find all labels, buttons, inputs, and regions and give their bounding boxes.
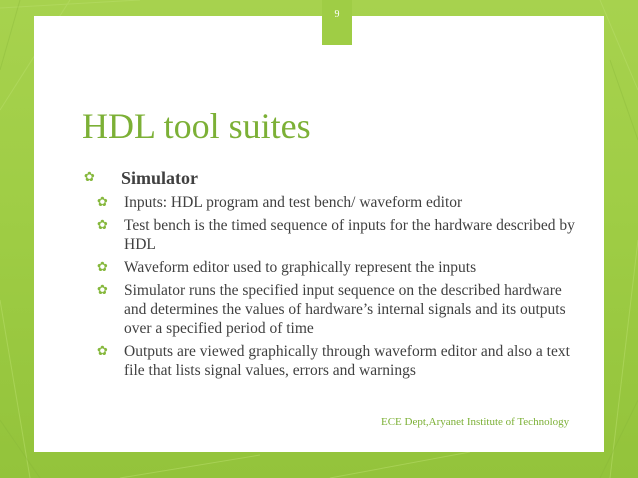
four-petal-bullet-icon: ✿ <box>97 260 108 275</box>
four-petal-bullet-icon: ✿ <box>97 195 108 210</box>
four-petal-bullet-icon: ✿ <box>97 283 108 298</box>
sub-bullet-item <box>97 193 584 212</box>
page-number: 9 <box>334 9 340 20</box>
page-number-tab <box>322 0 352 45</box>
bullet-list <box>84 167 584 384</box>
four-petal-bullet-icon: ✿ <box>97 344 108 359</box>
slide-title: HDL tool suites <box>82 106 311 146</box>
sub-bullet-item <box>97 342 584 380</box>
sub-bullet-text: Simulator runs the specified input sequence on the described hardware and determines the values of hardware’s internal signals and its outputs over a specified period of time <box>124 282 566 337</box>
four-petal-bullet-icon: ✿ <box>84 170 95 185</box>
sub-bullet-text: Outputs are viewed graphically through waveform editor and also a text file that lists signal values, errors and warnings <box>124 343 570 379</box>
slide-footer: ECE Dept,Aryanet Institute of Technology <box>381 416 570 428</box>
sub-bullet-item <box>97 216 584 254</box>
sub-bullet-item <box>97 258 584 277</box>
bullet-heading-text: Simulator <box>121 168 199 188</box>
four-petal-bullet-icon: ✿ <box>97 218 108 233</box>
bullet-heading-item <box>84 167 584 189</box>
sub-bullet-text: Inputs: HDL program and test bench/ waveform editor <box>124 194 463 211</box>
sub-bullet-text: Waveform editor used to graphically represent the inputs <box>124 259 477 276</box>
sub-bullet-item <box>97 281 584 338</box>
sub-bullet-text: Test bench is the timed sequence of inputs for the hardware described by HDL <box>124 217 575 253</box>
